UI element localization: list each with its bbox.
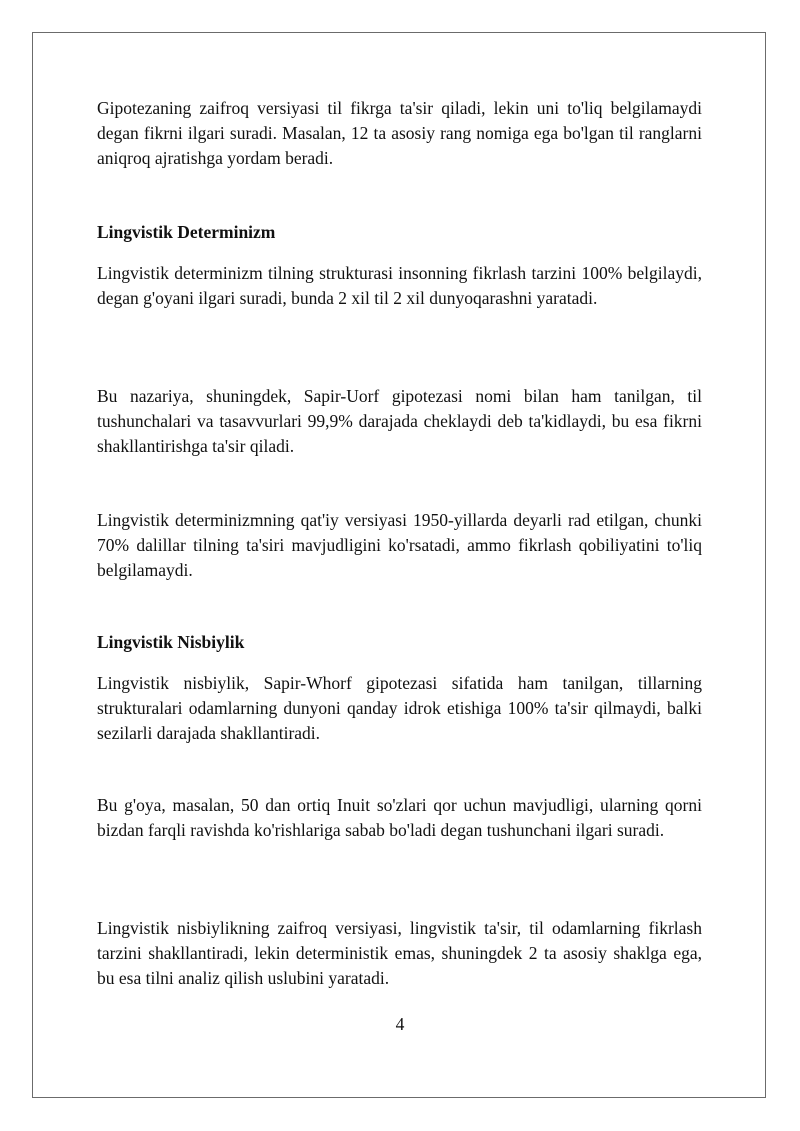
paragraph-relativity-definition: Lingvistik nisbiylik, Sapir-Whorf gipotezasi sifatida ham tanilgan, tillarning strukturalari odamlarning dunyoni qanday idrok etishiga 100% ta'sir qilmaydi, balki sezilarli darajada shakllantiradi. bbox=[97, 673, 702, 743]
paragraph-inuit-example: Bu g'oya, masalan, 50 dan ortiq Inuit so'zlari qor uchun mavjudligi, ularning qorni bizdan farqli ravishda ko'rishlariga sabab bo'ladi degan tushunchani ilgari suradi. bbox=[97, 795, 702, 840]
paragraph-sapir-uorf: Bu nazariya, shuningdek, Sapir-Uorf gipotezasi nomi bilan ham tanilgan, til tushunchalari va tasavvurlari 99,9% darajada cheklaydi deb ta'kidlaydi, bu esa fikrni shakllantirishga ta'sir qiladi. bbox=[97, 386, 702, 456]
heading-linguistic-determinism: Lingvistik Determinizm bbox=[97, 222, 276, 242]
paragraph-weak-relativity: Lingvistik nisbiylikning zaifroq versiyasi, lingvistik ta'sir, til odamlarning fikrlash tarzini shakllantiradi, lekin deterministik emas, shuningdek 2 ta asosiy shaklga ega, bu esa tilni analiz qilish uslubini yaratadi. bbox=[97, 918, 702, 988]
paragraph-determinism-definition: Lingvistik determinizm tilning strukturasi insonning fikrlash tarzini 100% belgilaydi, degan g'oyani ilgari suradi, bunda 2 xil til 2 xil dunyoqarashni yaratadi. bbox=[97, 263, 702, 308]
paragraph-strict-version: Lingvistik determinizmning qat'iy versiyasi 1950-yillarda deyarli rad etilgan, chunki 70% dalillar tilning ta'siri mavjudligini ko'rsatadi, ammo fikrlash qobiliyatini to'liq belgilamaydi. bbox=[97, 510, 702, 580]
paragraph-weak-hypothesis: Gipotezaning zaifroq versiyasi til fikrga ta'sir qiladi, lekin uni to'liq belgilamaydi degan fikrni ilgari suradi. Masalan, 12 ta asosiy rang nomiga ega bo'lgan til ranglarni aniqroq ajratishga yordam beradi. bbox=[97, 98, 702, 168]
heading-linguistic-relativity: Lingvistik Nisbiylik bbox=[97, 632, 245, 652]
page-number: 4 bbox=[395, 1014, 405, 1034]
